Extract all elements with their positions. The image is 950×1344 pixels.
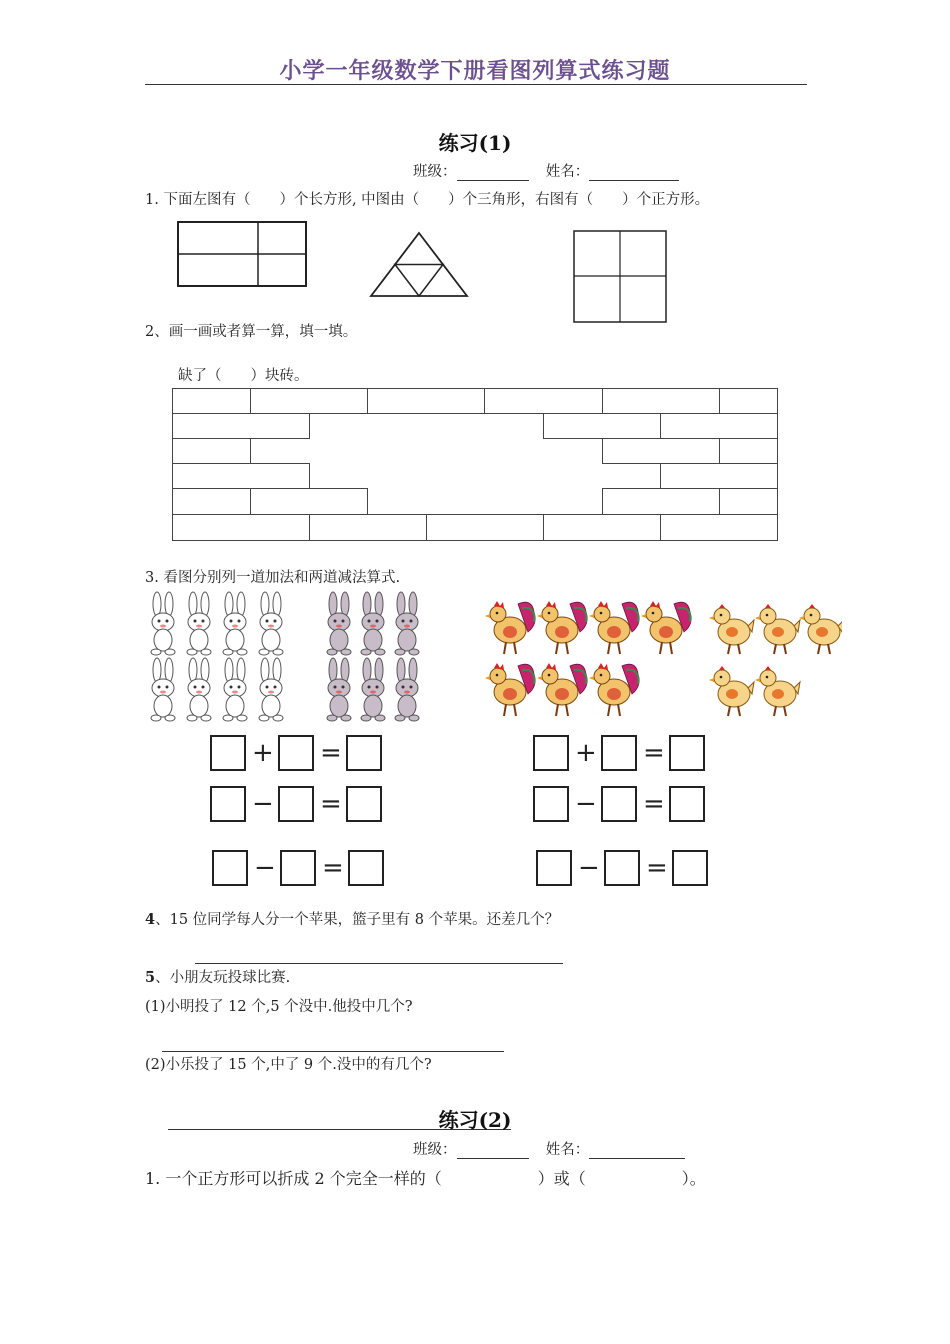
answer-box[interactable] [601,786,637,822]
brick [660,514,778,541]
brick [719,438,778,464]
question-4-answer-line[interactable] [195,963,563,964]
exercise-2-heading: 练习(2) [438,1108,512,1132]
minus-sign: − [254,853,276,883]
brick [602,488,720,515]
equals-sign: = [643,738,665,768]
triangle-figure [368,230,470,300]
answer-box[interactable] [210,786,246,822]
question-1: 1. 下面左图有（ ）个长方形, 中图由（ ）个三角形，右图有（ ）个正方形。 [145,192,710,208]
answer-box[interactable] [533,735,569,771]
minus-sign: − [575,789,597,819]
question-5 [145,966,290,987]
exercise-2-question-1: 1. 一个正方形可以折成 2 个完全一样的（ ）或（ ）。 [145,1169,706,1188]
question-3: 3. 看图分别列一道加法和两道减法算式. [145,570,401,586]
brick [602,438,720,464]
equals-sign: = [320,789,342,819]
brick [250,388,368,414]
equals-sign: = [320,738,342,768]
question-4 [145,908,559,929]
rabbits-illustration [144,590,434,725]
question-4-text: 、15 位同学每人分一个苹果，篮子里有 8 个苹果。还差几个？ [155,912,560,928]
name-label: 姓名： [545,1142,590,1158]
answer-box[interactable] [278,786,314,822]
answer-box[interactable] [278,735,314,771]
brick [543,514,661,541]
name-field[interactable] [589,1158,685,1159]
question-5-part-2: (2)小乐投了 15 个,中了 9 个.没中的有几个? [145,1057,432,1073]
square-figure [572,229,668,324]
brick [309,514,427,541]
plus-sign: + [575,738,597,768]
title-underline [145,84,807,85]
brick [484,388,603,414]
answer-box[interactable] [536,850,572,886]
question-5-number: 5 [145,969,156,986]
answer-box[interactable] [601,735,637,771]
brick [172,413,310,439]
brick [426,514,544,541]
answer-box[interactable] [669,786,705,822]
equals-sign: = [322,853,344,883]
document-title: 小学一年级数学下册看图列算式练习题 [279,58,671,84]
answer-box[interactable] [346,786,382,822]
answer-box[interactable] [212,850,248,886]
brick [367,388,485,414]
exercise-1-info [413,160,679,181]
question-2-prompt: 缺了（ ）块砖。 [178,368,309,384]
equals-sign: = [646,853,668,883]
question-5-part-1: (1)小明投了 12 个,5 个没中.他投中几个? [145,999,413,1015]
brick [719,488,778,515]
question-5-text: 、小朋友玩投球比赛. [155,970,291,986]
brick [719,388,778,414]
brick [602,388,720,414]
name-label: 姓名： [545,164,590,180]
brick [172,438,251,464]
plus-sign: + [252,738,274,768]
answer-box[interactable] [210,735,246,771]
class-label: 班级： [413,1142,457,1158]
brick [172,388,251,414]
brick [660,413,778,439]
question-2: 2、画一画或者算一算，填一填。 [145,324,358,340]
answer-box[interactable] [672,850,708,886]
exercise-1-heading: 练习(1) [438,131,512,155]
brick [172,488,251,515]
class-label: 班级： [413,164,457,180]
answer-box[interactable] [669,735,705,771]
answer-box[interactable] [348,850,384,886]
equals-sign: = [643,789,665,819]
question-4-number: 4 [145,911,156,928]
brick [172,514,310,541]
class-field[interactable] [457,1158,529,1159]
answer-box[interactable] [533,786,569,822]
answer-box[interactable] [346,735,382,771]
exercise-2-info [413,1138,685,1159]
brick [172,463,310,489]
answer-box[interactable] [280,850,316,886]
minus-sign: − [578,853,600,883]
answer-box[interactable] [604,850,640,886]
brick [250,488,368,515]
minus-sign: − [252,789,274,819]
brick [543,413,661,439]
rectangle-figure [176,220,308,290]
chickens-illustration [484,594,842,724]
brick [660,463,778,489]
class-field[interactable] [457,180,529,181]
question-5-part-1-answer-line[interactable] [162,1051,504,1052]
name-field[interactable] [589,180,679,181]
